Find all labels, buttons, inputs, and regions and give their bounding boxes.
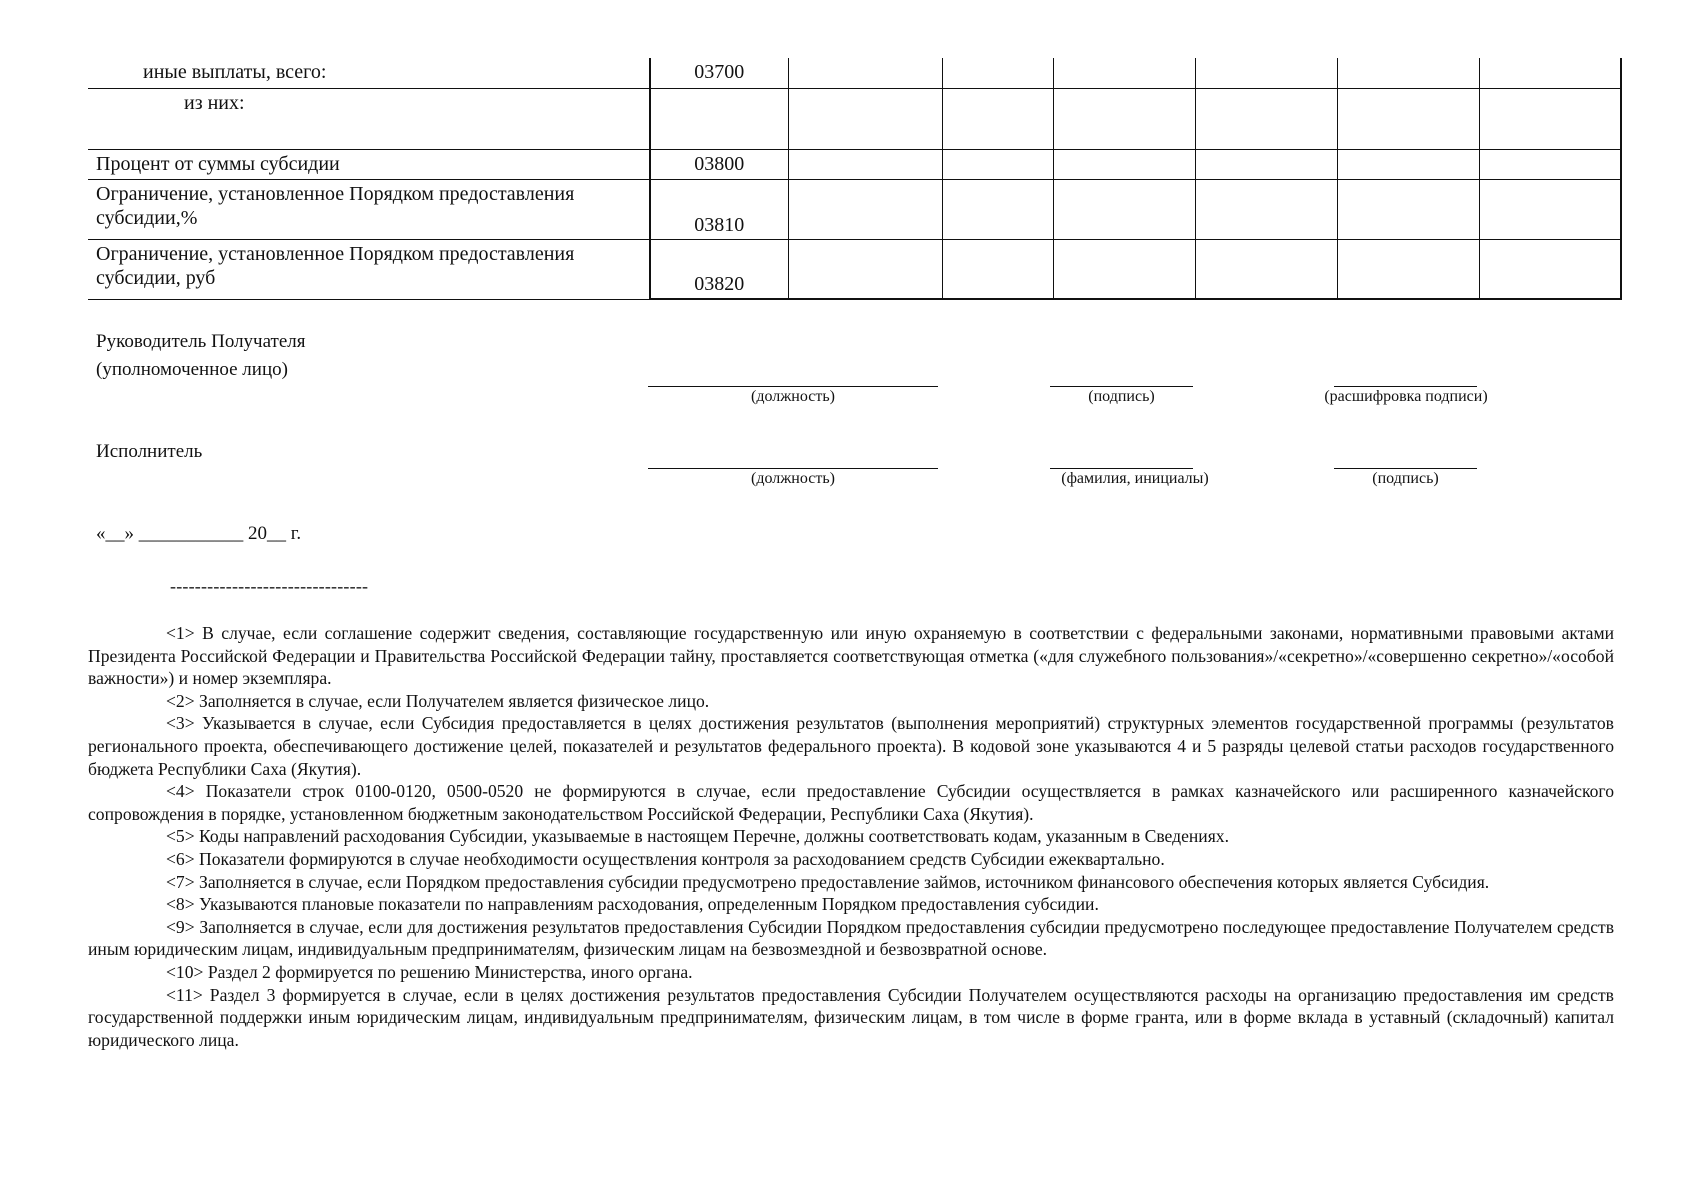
row-label: Ограничение, установленное Порядком предоставления субсидии, руб — [88, 239, 650, 299]
footnote-5: <5> Коды направлений расходования Субсидии, указываемые в настоящем Перечне, должны соответствовать кодам, указанным в Сведениях. — [166, 826, 1230, 847]
table-cell — [942, 239, 1053, 299]
row-code: 03700 — [650, 58, 788, 88]
executor-title: Исполнитель — [96, 441, 203, 462]
table-row — [88, 58, 1621, 88]
table-cell — [942, 179, 1053, 239]
table-cell — [788, 239, 942, 299]
row-label: иные выплаты, всего: — [88, 58, 650, 88]
head-signature-caption: (подпись) — [1088, 388, 1155, 405]
table-cell — [1053, 149, 1195, 179]
table-cell — [788, 88, 942, 149]
table-cell — [1053, 239, 1195, 299]
row-code — [650, 88, 788, 149]
row-code: 03800 — [650, 149, 788, 179]
table-cell — [1195, 58, 1337, 88]
table-cell — [1337, 179, 1479, 239]
footnote-4: <4> Показатели строк 0100-0120, 0500-0520 не формируются в случае, если предоставление Субсидии осуществляется в рамках казначейского или расширенного казначейского сопровождения в порядке, установленном бюджетным законодательством Российской Федерации, Республики Саха (Якутия). — [88, 781, 1614, 824]
head-title-line1: Руководитель Получателя — [96, 331, 306, 352]
row-label: из них: — [88, 88, 650, 149]
table-cell — [1479, 179, 1621, 239]
table-row — [88, 88, 1621, 149]
head-signature-line — [1050, 386, 1193, 387]
head-decoding-caption: (расшифровка подписи) — [1324, 388, 1488, 405]
table-cell — [788, 58, 942, 88]
footnote-9: <9> Заполняется в случае, если для достижения результатов предоставления Субсидии Порядком предоставления субсидии предусмотрено последующее предоставление Получателем средств иным юридическим лицам, индивидуальным предпринимателям, физическим лицам на безвозмездной и безвозвратной основе. — [88, 916, 1614, 960]
table-cell — [942, 58, 1053, 88]
head-title-line2: (уполномоченное лицо) — [96, 359, 288, 380]
row-label: Ограничение, установленное Порядком предоставления субсидии,% — [88, 179, 650, 239]
executor-position-line — [648, 468, 938, 469]
head-decoding-line — [1334, 386, 1477, 387]
table-cell — [1195, 179, 1337, 239]
table-cell — [1337, 239, 1479, 299]
footnote-separator: -------------------------------- — [170, 576, 369, 596]
table-cell — [1479, 149, 1621, 179]
table-cell — [788, 149, 942, 179]
table-cell — [1479, 58, 1621, 88]
table-cell — [788, 179, 942, 239]
footnote-2: <2> Заполняется в случае, если Получателем является физическое лицо. — [166, 690, 710, 711]
executor-name-line — [1050, 468, 1193, 469]
indicators-table — [88, 58, 1622, 300]
table-cell — [1337, 58, 1479, 88]
head-position-caption: (должность) — [751, 388, 835, 405]
table-cell — [1479, 88, 1621, 149]
footnote-11: <11> Раздел 3 формируется в случае, если в целях достижения результатов предоставления Субсидии Получателем осуществляются расходы на организацию предоставления им средств государственной поддержки иным юридическим лицам, индивидуальным предпринимателям, физическим лицам, в том числе в форме гранта, или в форме вклада в уставный (складочный) капитал юридического лица. — [88, 984, 1614, 1050]
footnote-6: <6> Показатели формируются в случае необходимости осуществления контроля за расходованием средств Субсидии ежеквартально. — [166, 848, 1165, 869]
footnotes — [88, 622, 1614, 1051]
footnote-10: <10> Раздел 2 формируется по решению Министерства, иного органа. — [166, 961, 693, 982]
head-position-line — [648, 386, 938, 387]
executor-signature-caption: (подпись) — [1372, 470, 1439, 487]
footnote-3: <3> Указывается в случае, если Субсидия предоставляется в целях достижения результатов (выполнения мероприятий) структурных элементов государственной программы (результатов регионального проекта, обеспечивающего достижение целей, показателей и результатов федерального проекта). В кодовой зоне указываются 4 и 5 разряды целевой статьи расходов государственного бюджета Республики Саха (Якутия). — [88, 713, 1614, 779]
table-row — [88, 179, 1621, 239]
executor-position-caption: (должность) — [751, 470, 835, 487]
table-cell — [1195, 149, 1337, 179]
table-row — [88, 239, 1621, 299]
table-cell — [1337, 149, 1479, 179]
footnote-1: <1> В случае, если соглашение содержит сведения, составляющие государственную или иную охраняемую в соответствии с федеральными законами, нормативными правовыми актами Президента Российской Федерации и Правительства Российской Федерации тайну, проставляется соответствующая отметка («для служебного пользования»/«секретно»/«совершенно секретно»/«особой важности») и номер экземпляра. — [88, 623, 1614, 689]
table-cell — [1479, 239, 1621, 299]
executor-name-caption: (фамилия, инициалы) — [1061, 470, 1209, 487]
date-line: «__» ___________ 20__ г. — [96, 523, 302, 544]
table-cell — [1053, 58, 1195, 88]
row-code: 03820 — [650, 239, 788, 299]
footnote-7: <7> Заполняется в случае, если Порядком предоставления субсидии предусмотрено предоставление займов, источником финансового обеспечения которых является Субсидия. — [166, 871, 1490, 892]
table-cell — [1053, 88, 1195, 149]
table-cell — [1337, 88, 1479, 149]
table-cell — [1195, 239, 1337, 299]
row-code: 03810 — [650, 179, 788, 239]
table-cell — [1195, 88, 1337, 149]
footnote-8: <8> Указываются плановые показатели по направлениям расходования, определенным Порядком предоставления субсидии. — [166, 894, 1099, 915]
table-row — [88, 149, 1621, 179]
executor-signature-line — [1334, 468, 1477, 469]
row-label: Процент от суммы субсидии — [88, 149, 650, 179]
table-cell — [942, 149, 1053, 179]
table-cell — [942, 88, 1053, 149]
table-cell — [1053, 179, 1195, 239]
